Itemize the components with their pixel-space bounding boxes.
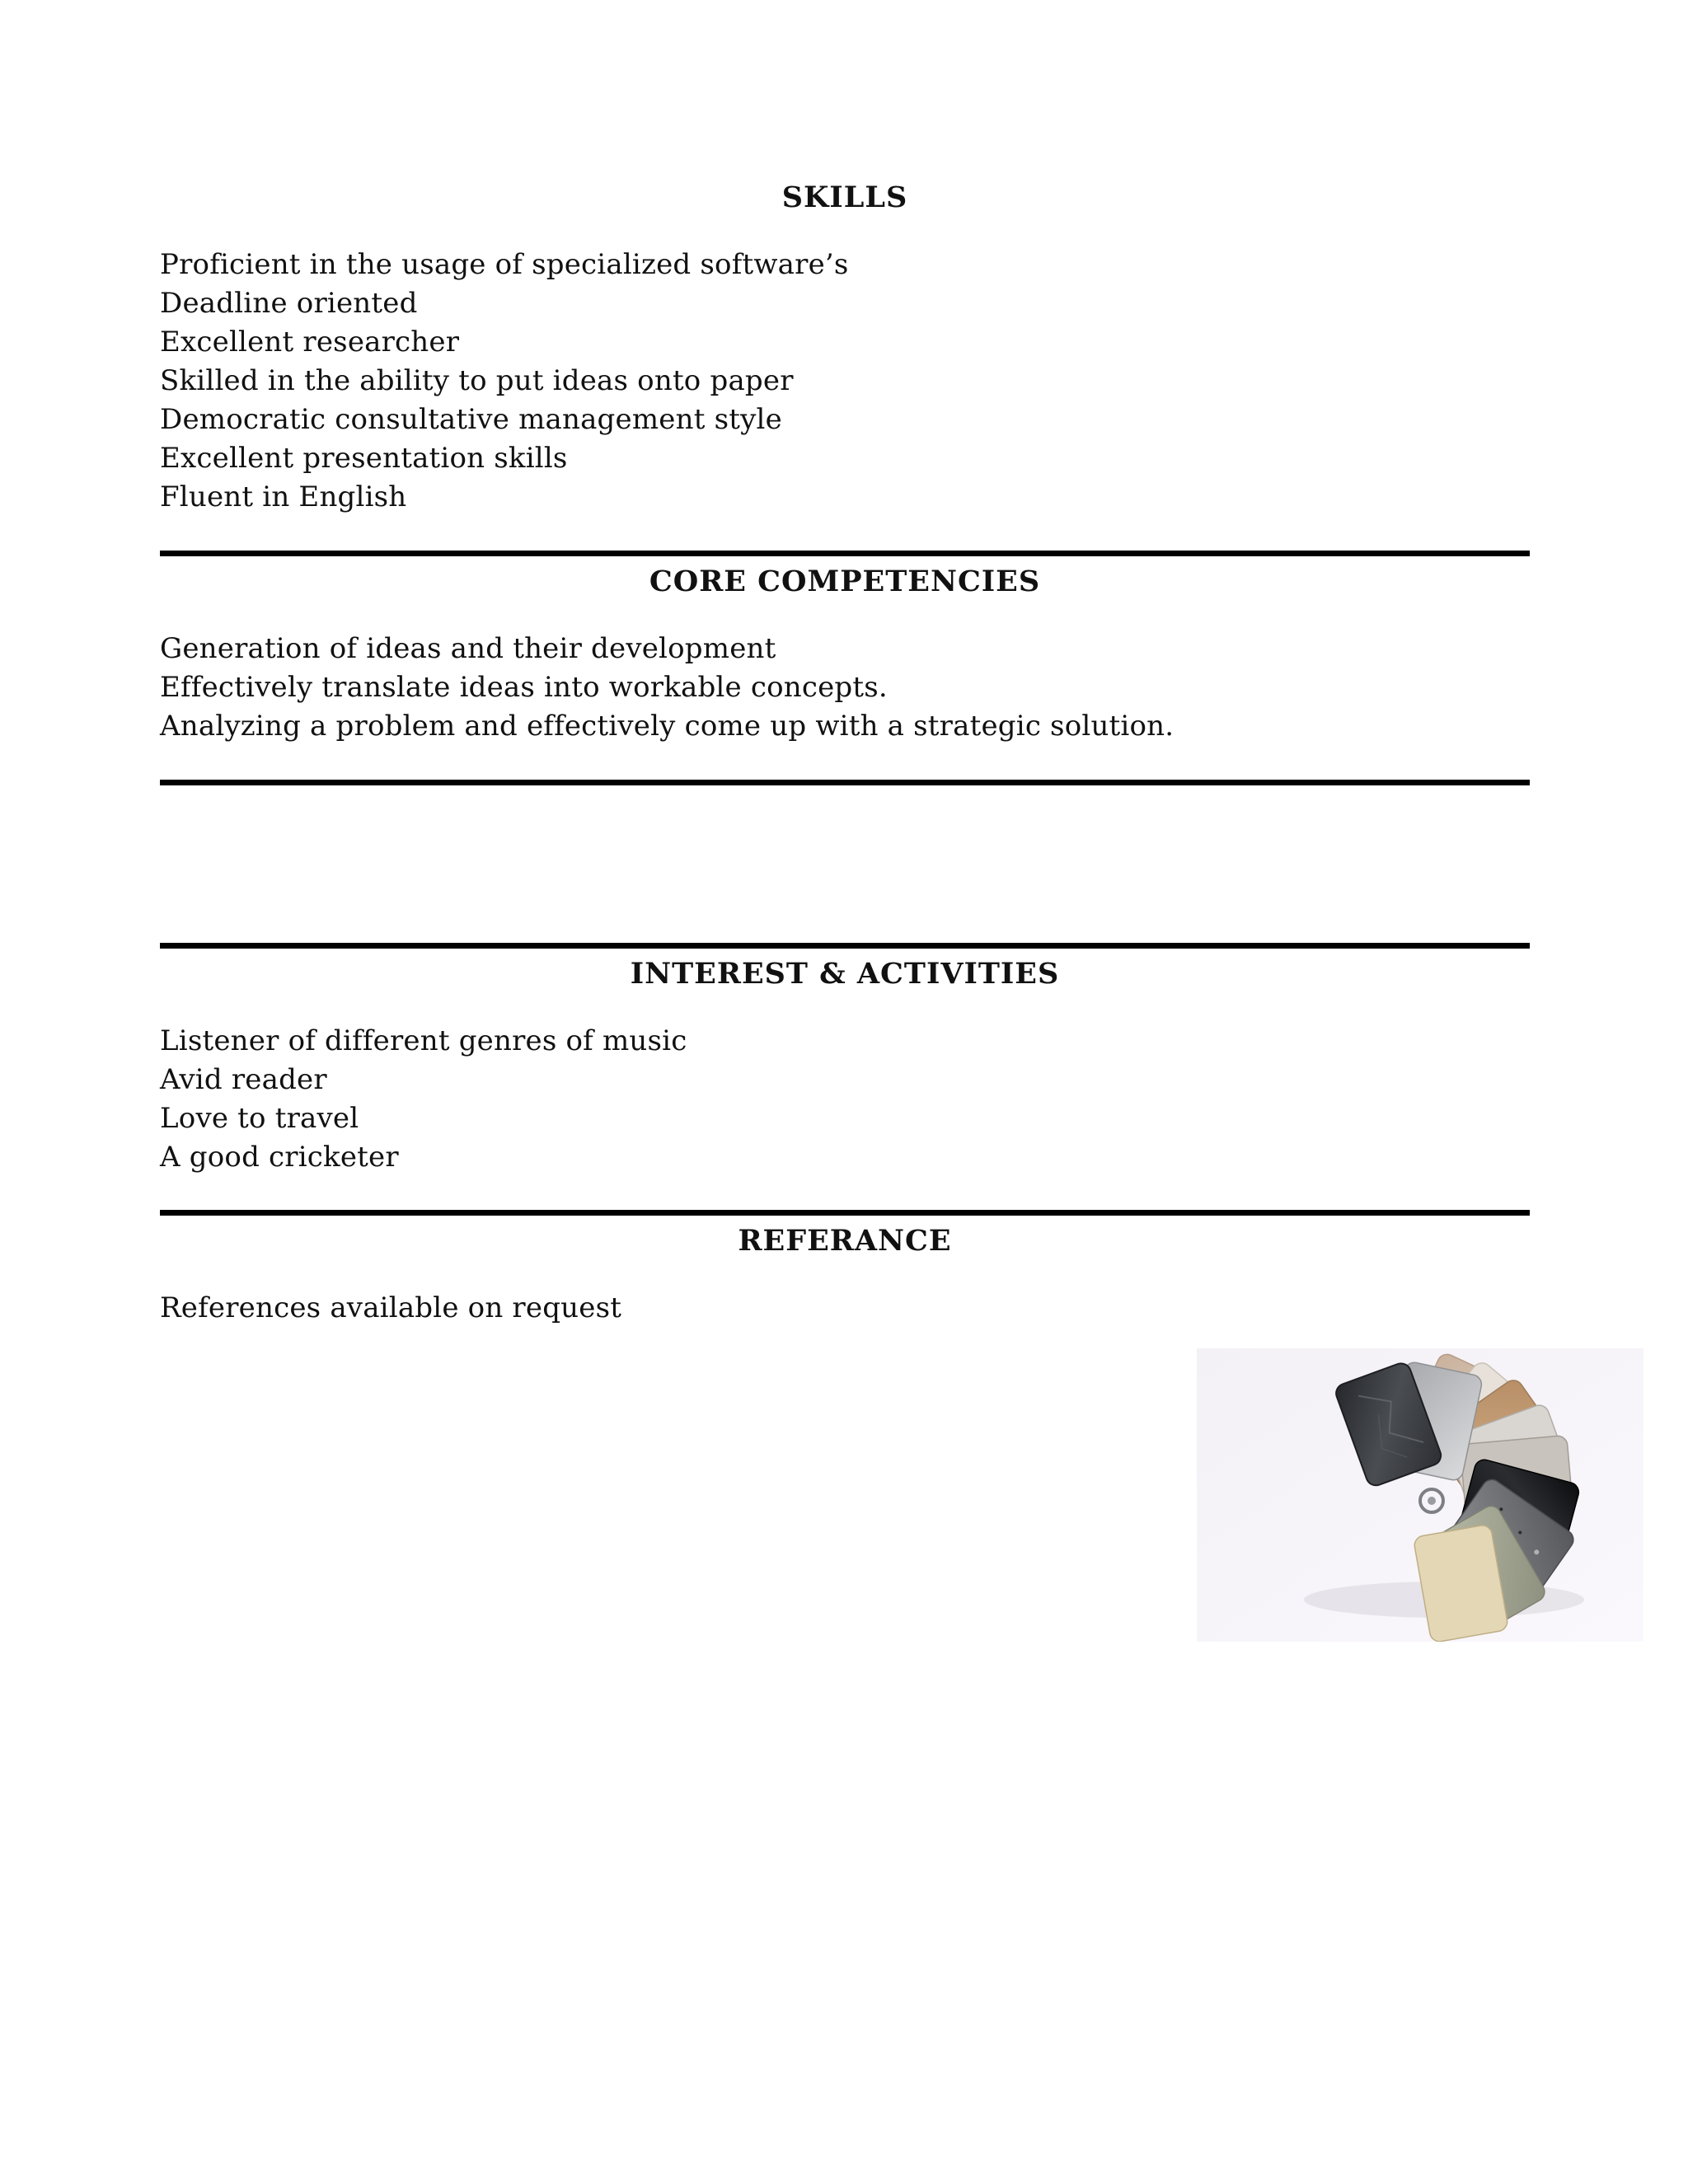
list-item: Excellent presentation skills xyxy=(160,442,568,475)
list-item: Listener of different genres of music xyxy=(160,1024,687,1057)
list-item: References available on request xyxy=(160,1291,622,1324)
list-item: Analyzing a problem and effectively come up with a strategic solution. xyxy=(160,710,1175,743)
section-divider xyxy=(160,943,1530,949)
section-divider xyxy=(160,551,1530,556)
list-item: A good cricketer xyxy=(160,1141,399,1174)
section-divider xyxy=(160,1210,1530,1216)
skills-heading: SKILLS xyxy=(781,180,908,214)
reference-list xyxy=(160,1289,621,1328)
interests-list xyxy=(160,1022,687,1177)
list-item: Avid reader xyxy=(160,1063,327,1096)
list-item: Skilled in the ability to put ideas onto paper xyxy=(160,364,794,397)
material-swatch-fan-icon xyxy=(1197,1348,1643,1642)
core-competencies-heading: CORE COMPETENCIES xyxy=(649,565,1041,598)
skills-list xyxy=(160,246,849,517)
list-item: Deadline oriented xyxy=(160,287,418,320)
list-item: Proficient in the usage of specialized software’s xyxy=(160,248,849,281)
list-item: Effectively translate ideas into workable concepts. xyxy=(160,671,888,704)
list-item: Excellent researcher xyxy=(160,326,460,359)
interests-heading: INTEREST & ACTIVITIES xyxy=(630,957,1060,991)
list-item: Democratic consultative management style xyxy=(160,403,782,436)
list-item: Generation of ideas and their development xyxy=(160,632,776,665)
list-item: Fluent in English xyxy=(160,480,407,513)
core-competencies-list xyxy=(160,630,1174,746)
material-swatch-photo xyxy=(1197,1348,1643,1642)
list-item: Love to travel xyxy=(160,1102,359,1135)
section-divider xyxy=(160,780,1530,785)
reference-heading: REFERANCE xyxy=(738,1224,952,1258)
